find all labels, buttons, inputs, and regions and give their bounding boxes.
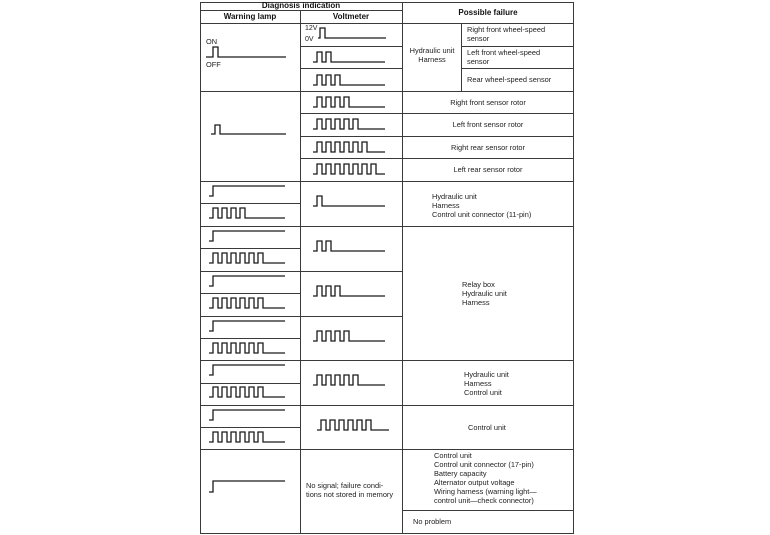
group-line	[200, 181, 574, 182]
g5-failure-1: Hydraulic unit	[464, 370, 509, 379]
warning-lamp-steady-on-icon	[209, 274, 299, 288]
row-line	[461, 46, 573, 47]
g1-failure-left-front-b: sensor	[467, 57, 490, 66]
g7-failure-2: Control unit connector (17-pin)	[434, 460, 534, 469]
row-line	[402, 510, 574, 511]
warning-lamp-steady-on-icon	[209, 319, 299, 333]
warning-lamp-pulse-icon	[206, 45, 296, 59]
table-border-right	[573, 2, 574, 533]
g7-failure-3: Battery capacity	[434, 469, 487, 478]
g2-failure-left-front-rotor: Left front sensor rotor	[452, 120, 524, 129]
g7-voltmeter-text-1: No signal; failure condi-	[306, 481, 384, 490]
header-possible-failure: Possible failure	[458, 8, 518, 17]
g7-failure-4: Alternator output voltage	[434, 478, 515, 487]
warning-lamp-steady-on-icon	[209, 184, 299, 198]
voltmeter-3-pulse-icon	[313, 284, 393, 298]
g3-failure-1: Hydraulic unit	[432, 192, 477, 201]
voltmeter-4-pulse-icon	[313, 95, 393, 109]
g2-failure-left-rear-rotor: Left rear sensor rotor	[453, 165, 523, 174]
voltmeter-4-pulse-icon	[313, 329, 393, 343]
g1-failure-right-front-a: Right front wheel-speed	[467, 25, 546, 34]
on-label: ON	[206, 37, 218, 46]
warning-lamp-steady-on-icon	[209, 479, 299, 495]
warning-lamp-pulse-icon	[211, 124, 291, 136]
row-line	[300, 136, 574, 137]
row-line	[300, 46, 402, 47]
g1-failure-rear: Rear wheel-speed sensor	[467, 75, 552, 84]
warning-lamp-steady-on-icon	[209, 229, 299, 243]
row-line	[200, 383, 300, 384]
warning-lamp-6-pulse-icon	[209, 430, 299, 444]
header-voltmeter: Voltmeter	[332, 12, 370, 21]
header-divider	[200, 10, 402, 11]
warning-lamp-6-pulse-icon	[209, 385, 299, 399]
g5-failure-2: Harness	[464, 379, 492, 388]
col-divider-failure-sub	[461, 23, 462, 91]
voltmeter-2-pulse-icon	[313, 239, 393, 253]
warning-lamp-4-pulse-icon	[209, 206, 299, 220]
g7-voltmeter-text-2: tions not stored in memory	[306, 490, 394, 499]
voltmeter-6-pulse-icon	[313, 140, 393, 154]
g4-failure-2: Hydraulic unit	[462, 289, 507, 298]
voltmeter-2-pulse-icon	[313, 50, 393, 64]
row-line	[200, 203, 300, 204]
warning-lamp-steady-on-icon	[209, 408, 299, 422]
g1-failure-left-front-a: Left front wheel-speed	[467, 48, 541, 57]
g1-shared-failure-1: Hydraulic unit	[409, 46, 455, 55]
g2-failure-right-front-rotor: Right front sensor rotor	[450, 98, 526, 107]
g7-failure-1: Control unit	[434, 451, 472, 460]
warning-lamp-6-pulse-icon	[209, 251, 299, 265]
voltmeter-5-pulse-icon	[313, 373, 393, 387]
col-divider-volt-failure	[402, 2, 403, 533]
g5-failure-3: Control unit	[464, 388, 502, 397]
g6-failure-1: Control unit	[468, 423, 506, 432]
off-label: OFF	[206, 60, 221, 69]
warning-lamp-6-pulse-icon	[209, 341, 299, 355]
table-border-bottom	[200, 533, 574, 534]
header-warning-lamp: Warning lamp	[223, 12, 277, 21]
group-line	[200, 360, 574, 361]
g2-failure-right-rear-rotor: Right rear sensor rotor	[451, 143, 525, 152]
row-line	[200, 293, 300, 294]
group-line	[200, 405, 574, 406]
g3-failure-3: Control unit connector (11-pin)	[432, 210, 532, 219]
0v-label: 0V	[305, 36, 314, 43]
voltmeter-1-pulse-icon	[318, 26, 398, 40]
group-line	[200, 91, 574, 92]
g7-failure-6: control unit—check connector)	[434, 496, 534, 505]
voltmeter-5-pulse-icon	[313, 117, 393, 131]
g7-no-problem: No problem	[413, 517, 452, 526]
header-bottom	[200, 23, 574, 24]
g4-failure-1: Relay box	[462, 280, 495, 289]
row-line	[300, 113, 574, 114]
row-line	[461, 68, 573, 69]
row-line	[300, 158, 574, 159]
group-line	[200, 226, 574, 227]
g3-failure-2: Harness	[432, 201, 460, 210]
voltmeter-7-pulse-icon	[313, 162, 393, 176]
header-diagnosis-indication: Diagnosis indication	[261, 1, 341, 10]
row-line	[200, 338, 300, 339]
g1-shared-failure-2: Harness	[418, 55, 446, 64]
voltmeter-1-pulse-icon	[313, 194, 393, 208]
g1-failure-right-front-b: sensor	[467, 34, 490, 43]
row-line	[300, 68, 402, 69]
warning-lamp-steady-on-icon	[209, 363, 299, 377]
12v-label: 12V	[305, 25, 318, 32]
voltmeter-3-pulse-icon	[313, 73, 393, 87]
table-border-left	[200, 2, 201, 533]
row-line	[200, 271, 402, 272]
warning-lamp-6-pulse-icon	[209, 296, 299, 310]
row-line	[200, 316, 402, 317]
row-line	[200, 427, 300, 428]
row-line	[200, 248, 300, 249]
g4-failure-3: Harness	[462, 298, 490, 307]
voltmeter-6-pulse-icon	[317, 418, 397, 432]
group-line	[200, 449, 574, 450]
g7-failure-5: Wiring harness (warning light—	[434, 487, 537, 496]
